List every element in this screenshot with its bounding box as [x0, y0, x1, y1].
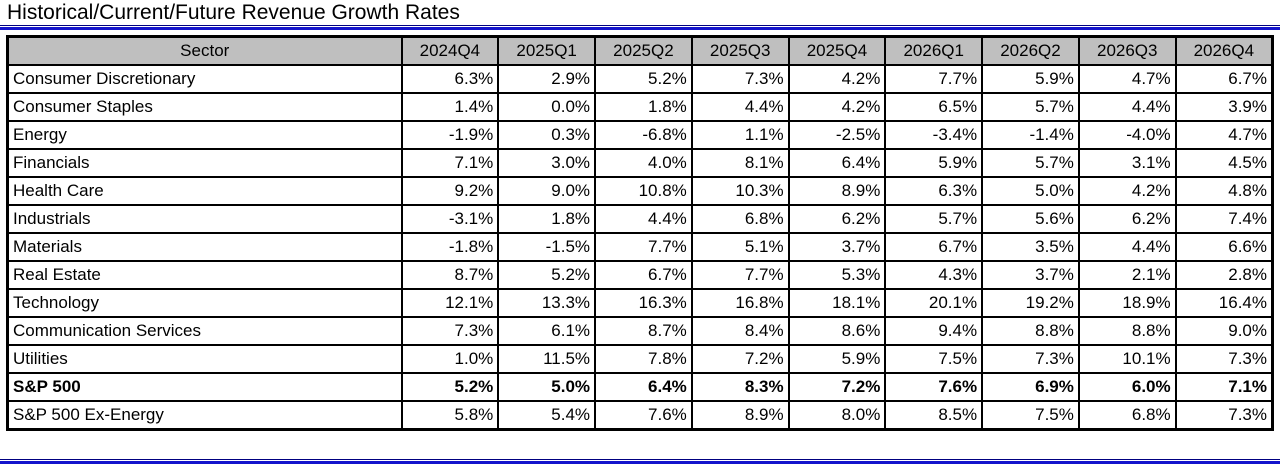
- value-cell: 7.7%: [885, 65, 982, 93]
- value-cell: 8.0%: [789, 401, 886, 430]
- table-row: [8, 205, 1273, 233]
- value-cell: 5.0%: [498, 373, 595, 401]
- column-header-quarter: 2025Q2: [595, 37, 692, 66]
- value-cell: 7.1%: [402, 149, 499, 177]
- table-row: [8, 93, 1273, 121]
- value-cell: 7.7%: [595, 233, 692, 261]
- value-cell: -4.0%: [1079, 121, 1176, 149]
- value-cell: 1.4%: [402, 93, 499, 121]
- table-row: [8, 233, 1273, 261]
- value-cell: 8.3%: [692, 373, 789, 401]
- sector-cell: Financials: [8, 149, 402, 177]
- revenue-growth-table: [6, 35, 1274, 431]
- value-cell: 6.8%: [1079, 401, 1176, 430]
- value-cell: -1.5%: [498, 233, 595, 261]
- value-cell: -1.4%: [982, 121, 1079, 149]
- value-cell: 10.8%: [595, 177, 692, 205]
- value-cell: -3.4%: [885, 121, 982, 149]
- value-cell: -6.8%: [595, 121, 692, 149]
- value-cell: 2.9%: [498, 65, 595, 93]
- value-cell: 5.9%: [982, 65, 1079, 93]
- table-row: [8, 289, 1273, 317]
- value-cell: 4.4%: [595, 205, 692, 233]
- value-cell: 8.7%: [595, 317, 692, 345]
- page-title: Historical/Current/Future Revenue Growth Rates: [7, 1, 460, 24]
- value-cell: 7.6%: [595, 401, 692, 430]
- sector-cell: Real Estate: [8, 261, 402, 289]
- value-cell: 6.1%: [498, 317, 595, 345]
- value-cell: 9.2%: [402, 177, 499, 205]
- value-cell: 5.2%: [402, 373, 499, 401]
- value-cell: 6.9%: [982, 373, 1079, 401]
- value-cell: 0.0%: [498, 93, 595, 121]
- value-cell: 18.9%: [1079, 289, 1176, 317]
- table-row: [8, 317, 1273, 345]
- value-cell: 5.1%: [692, 233, 789, 261]
- value-cell: 8.9%: [789, 177, 886, 205]
- value-cell: 4.2%: [1079, 177, 1176, 205]
- table-row: [8, 149, 1273, 177]
- value-cell: 4.4%: [1079, 93, 1176, 121]
- value-cell: 16.8%: [692, 289, 789, 317]
- value-cell: 7.2%: [692, 345, 789, 373]
- sector-cell: Consumer Staples: [8, 93, 402, 121]
- value-cell: 10.3%: [692, 177, 789, 205]
- value-cell: 4.4%: [692, 93, 789, 121]
- value-cell: 10.1%: [1079, 345, 1176, 373]
- value-cell: 5.8%: [402, 401, 499, 430]
- value-cell: 6.0%: [1079, 373, 1176, 401]
- value-cell: 5.6%: [982, 205, 1079, 233]
- value-cell: 8.8%: [1079, 317, 1176, 345]
- value-cell: 4.7%: [1176, 121, 1273, 149]
- value-cell: 3.7%: [982, 261, 1079, 289]
- table-row: [8, 401, 1273, 430]
- table-row: [8, 65, 1273, 93]
- value-cell: 4.0%: [595, 149, 692, 177]
- value-cell: 7.3%: [1176, 345, 1273, 373]
- column-header-quarter: 2026Q1: [885, 37, 982, 66]
- value-cell: 6.7%: [885, 233, 982, 261]
- sector-cell: Communication Services: [8, 317, 402, 345]
- value-cell: 5.3%: [789, 261, 886, 289]
- table-body: [8, 65, 1273, 430]
- value-cell: -2.5%: [789, 121, 886, 149]
- value-cell: 6.3%: [885, 177, 982, 205]
- value-cell: 5.4%: [498, 401, 595, 430]
- value-cell: 20.1%: [885, 289, 982, 317]
- value-cell: 6.7%: [1176, 65, 1273, 93]
- column-header-quarter: 2026Q2: [982, 37, 1079, 66]
- table-row: [8, 177, 1273, 205]
- value-cell: 7.3%: [1176, 401, 1273, 430]
- value-cell: 2.1%: [1079, 261, 1176, 289]
- value-cell: 7.3%: [402, 317, 499, 345]
- column-header-quarter: 2026Q3: [1079, 37, 1176, 66]
- table-row: [8, 345, 1273, 373]
- value-cell: 1.0%: [402, 345, 499, 373]
- value-cell: 5.2%: [595, 65, 692, 93]
- value-cell: 8.9%: [692, 401, 789, 430]
- sector-cell: S&P 500 Ex-Energy: [8, 401, 402, 430]
- table-header-row: [8, 37, 1273, 66]
- value-cell: 3.9%: [1176, 93, 1273, 121]
- value-cell: -3.1%: [402, 205, 499, 233]
- value-cell: 4.2%: [789, 65, 886, 93]
- value-cell: 8.7%: [402, 261, 499, 289]
- column-header-quarter: 2026Q4: [1176, 37, 1273, 66]
- value-cell: 3.1%: [1079, 149, 1176, 177]
- value-cell: 8.5%: [885, 401, 982, 430]
- sector-cell: Technology: [8, 289, 402, 317]
- value-cell: 7.7%: [692, 261, 789, 289]
- value-cell: 9.0%: [498, 177, 595, 205]
- value-cell: 8.4%: [692, 317, 789, 345]
- value-cell: 7.3%: [982, 345, 1079, 373]
- value-cell: 7.5%: [982, 401, 1079, 430]
- value-cell: 6.3%: [402, 65, 499, 93]
- value-cell: 9.4%: [885, 317, 982, 345]
- value-cell: 3.5%: [982, 233, 1079, 261]
- value-cell: 9.0%: [1176, 317, 1273, 345]
- value-cell: 5.9%: [885, 149, 982, 177]
- value-cell: 1.8%: [498, 205, 595, 233]
- value-cell: 3.7%: [789, 233, 886, 261]
- value-cell: 5.2%: [498, 261, 595, 289]
- value-cell: 8.1%: [692, 149, 789, 177]
- value-cell: 7.8%: [595, 345, 692, 373]
- value-cell: 19.2%: [982, 289, 1079, 317]
- sector-cell: Utilities: [8, 345, 402, 373]
- value-cell: 7.1%: [1176, 373, 1273, 401]
- value-cell: 5.7%: [982, 93, 1079, 121]
- value-cell: 7.3%: [692, 65, 789, 93]
- value-cell: 16.4%: [1176, 289, 1273, 317]
- value-cell: 7.5%: [885, 345, 982, 373]
- value-cell: 4.7%: [1079, 65, 1176, 93]
- value-cell: 1.8%: [595, 93, 692, 121]
- value-cell: 11.5%: [498, 345, 595, 373]
- value-cell: 3.0%: [498, 149, 595, 177]
- value-cell: 0.3%: [498, 121, 595, 149]
- value-cell: 1.1%: [692, 121, 789, 149]
- value-cell: 5.9%: [789, 345, 886, 373]
- value-cell: 5.7%: [885, 205, 982, 233]
- value-cell: 7.4%: [1176, 205, 1273, 233]
- value-cell: -1.9%: [402, 121, 499, 149]
- value-cell: 16.3%: [595, 289, 692, 317]
- column-header-quarter: 2025Q3: [692, 37, 789, 66]
- value-cell: 6.6%: [1176, 233, 1273, 261]
- value-cell: 18.1%: [789, 289, 886, 317]
- table-row: [8, 121, 1273, 149]
- value-cell: 5.7%: [982, 149, 1079, 177]
- value-cell: 6.4%: [595, 373, 692, 401]
- value-cell: 7.2%: [789, 373, 886, 401]
- bottom-border-rule: [0, 459, 1280, 464]
- value-cell: 4.5%: [1176, 149, 1273, 177]
- value-cell: 8.8%: [982, 317, 1079, 345]
- sector-cell: Materials: [8, 233, 402, 261]
- column-header-sector: Sector: [8, 37, 402, 66]
- column-header-quarter: 2025Q1: [498, 37, 595, 66]
- sector-cell: Industrials: [8, 205, 402, 233]
- table-row: [8, 261, 1273, 289]
- value-cell: 6.2%: [789, 205, 886, 233]
- value-cell: 4.8%: [1176, 177, 1273, 205]
- value-cell: 6.4%: [789, 149, 886, 177]
- value-cell: 2.8%: [1176, 261, 1273, 289]
- value-cell: 12.1%: [402, 289, 499, 317]
- value-cell: 5.0%: [982, 177, 1079, 205]
- value-cell: 8.6%: [789, 317, 886, 345]
- value-cell: 6.7%: [595, 261, 692, 289]
- column-header-quarter: 2024Q4: [402, 37, 499, 66]
- value-cell: 4.2%: [789, 93, 886, 121]
- value-cell: 13.3%: [498, 289, 595, 317]
- sector-cell: S&P 500: [8, 373, 402, 401]
- table-row: [8, 373, 1273, 401]
- value-cell: 4.4%: [1079, 233, 1176, 261]
- value-cell: 7.6%: [885, 373, 982, 401]
- value-cell: 6.8%: [692, 205, 789, 233]
- value-cell: 6.2%: [1079, 205, 1176, 233]
- value-cell: 6.5%: [885, 93, 982, 121]
- sector-cell: Energy: [8, 121, 402, 149]
- sector-cell: Health Care: [8, 177, 402, 205]
- title-underline-rule: [0, 25, 1280, 30]
- value-cell: -1.8%: [402, 233, 499, 261]
- value-cell: 4.3%: [885, 261, 982, 289]
- sector-cell: Consumer Discretionary: [8, 65, 402, 93]
- column-header-quarter: 2025Q4: [789, 37, 886, 66]
